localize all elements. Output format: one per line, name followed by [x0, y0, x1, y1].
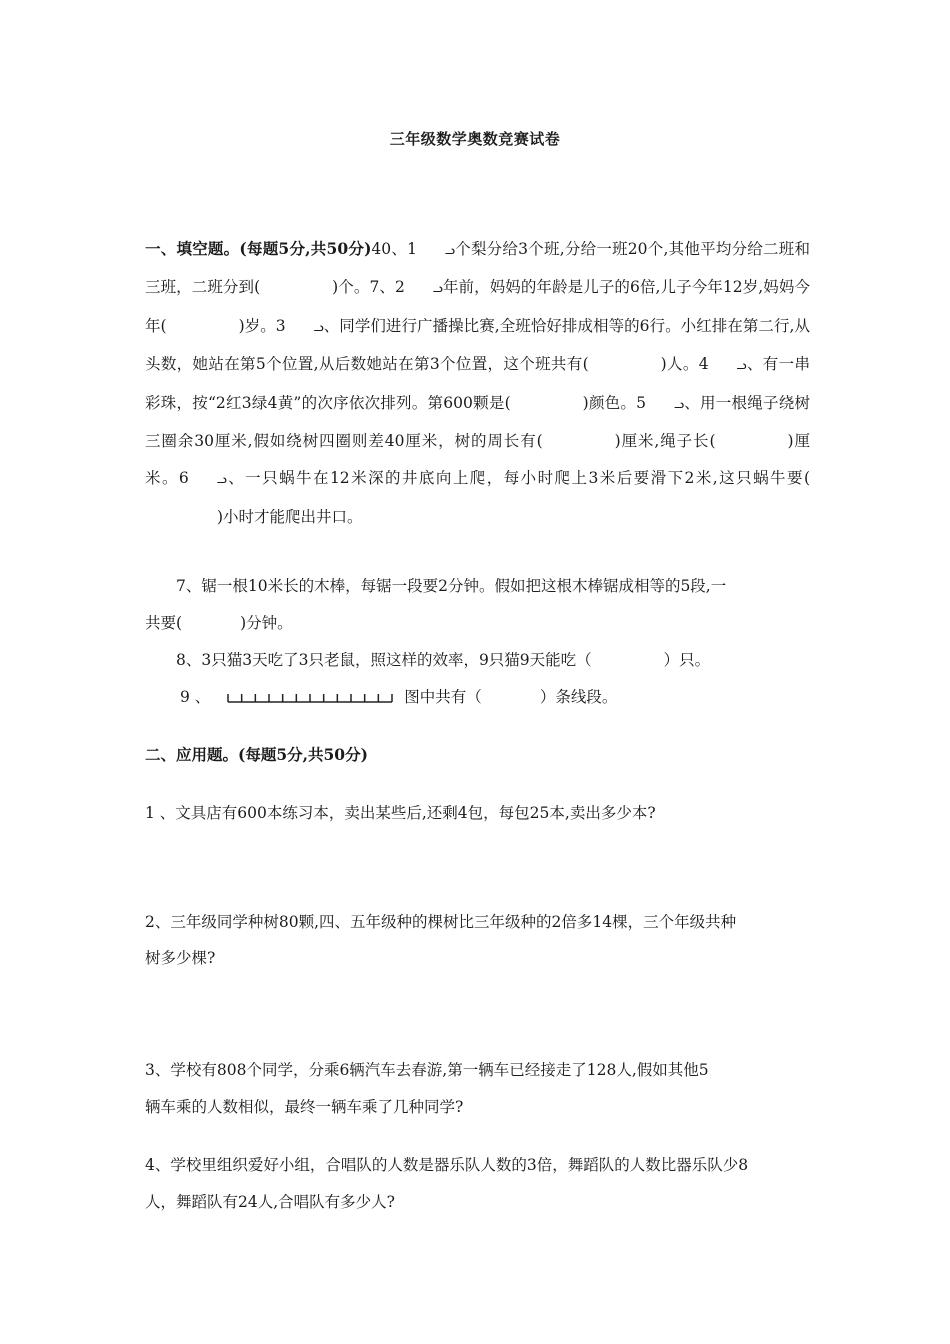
segment-ruler-figure [226, 691, 396, 705]
text-fragment: )岁。3 [238, 316, 286, 335]
text-fragment: )分钟。 [240, 614, 293, 632]
ink-mark-icon: ᓗ [736, 358, 747, 373]
text-fragment: 图中共有（ [404, 688, 482, 706]
text-fragment: )厘米,绳子长( [614, 432, 716, 451]
text-fragment: 8、3只猫3天吃了3只老鼠，照这样的效率，9只猫9天能吃（ [176, 651, 592, 669]
question-3-line-2: 辆车乘的人数相似，最终一辆车乘了几种同学? [145, 1098, 464, 1116]
item-8-line [176, 648, 710, 670]
text-fragment: 个梨分给3个班,分给一班20个,其他平均分给二班和三班，二班分到( [145, 240, 811, 297]
text-fragment: 40、1 [371, 240, 417, 258]
text-fragment: 、用一根绳子绕树三圈余30厘米,假如绕树四圈则差40厘米，树的周长有( [145, 393, 810, 451]
text-fragment: )个。7、2 [332, 278, 405, 297]
section-2-heading: 二、应用题。(每题5分,共50分) [145, 745, 368, 764]
question-3-line-1: 3、学校有808个同学，分乘6辆汽车去春游,第一辆车已经接走了128人,假如其他5 [145, 1061, 709, 1079]
ink-mark-icon: ᓗ [444, 243, 455, 257]
question-2-line-2: 树多少棵? [145, 949, 216, 967]
text-fragment: )人。4 [660, 355, 709, 374]
ink-mark-icon: ᓗ [216, 472, 227, 487]
text-fragment: )颜色。5 [582, 393, 647, 412]
text-fragment: 、同学们进行广播操比赛,全班恰好排成相等的6行。小红排在第二行,从头数，她站在第5个位置,从后数她站在第3个位置，这个班共有( [145, 316, 810, 374]
text-fragment: )厘米。6 [145, 432, 810, 488]
ink-mark-icon: ᓗ [432, 281, 443, 296]
fill-in-section-paragraph [145, 230, 810, 536]
item-7-line-2 [145, 611, 293, 633]
text-fragment: 、有一串彩珠，按“2红3绿4黄”的次序依次排列。第600颗是( [145, 355, 810, 412]
text-fragment: 年前，妈妈的年龄是儿子的6倍,儿子今年12岁,妈妈今年( [145, 278, 810, 335]
text-fragment: ）条线段。 [539, 688, 618, 706]
question-4-line-2: 人，舞蹈队有24人,合唱队有多少人? [145, 1193, 395, 1211]
ink-mark-icon: ᓗ [313, 319, 324, 334]
text-fragment: 、一只蜗牛在12米深的井底向上爬，每小时爬上3米后要滑下2米,这只蜗牛要( [226, 469, 810, 488]
text-fragment: ）只。 [663, 651, 711, 669]
item-7-line-1: 7、锯一根10米长的木棒，每锯一段要2分钟。假如把这根木棒锯成相等的5段,一 [176, 577, 727, 595]
item-9-line [180, 685, 617, 707]
question-4-line-1: 4、学校里组织爱好小组，合唱队的人数是器乐队人数的3倍，舞蹈队的人数比器乐队少8 [145, 1156, 749, 1174]
ink-mark-icon: ᓗ [673, 396, 685, 411]
question-1: 1 、文具店有600本练习本，卖出某些后,还剩4包，每包25本,卖出多少本? [145, 804, 656, 822]
text-fragment: 共要( [145, 614, 183, 632]
text-fragment: 9 、 [180, 688, 211, 706]
question-2-line-1: 2、三年级同学种树80颗,四、五年级种的棵树比三年级种的2倍多14棵，三个年级共种 [145, 913, 737, 931]
page-title: 三年级数学奥数竞赛试卷 [389, 130, 561, 148]
section-1-heading: 一、填空题。(每题5分,共50分) [145, 239, 372, 258]
text-fragment: )小时才能爬出井口。 [217, 507, 363, 526]
